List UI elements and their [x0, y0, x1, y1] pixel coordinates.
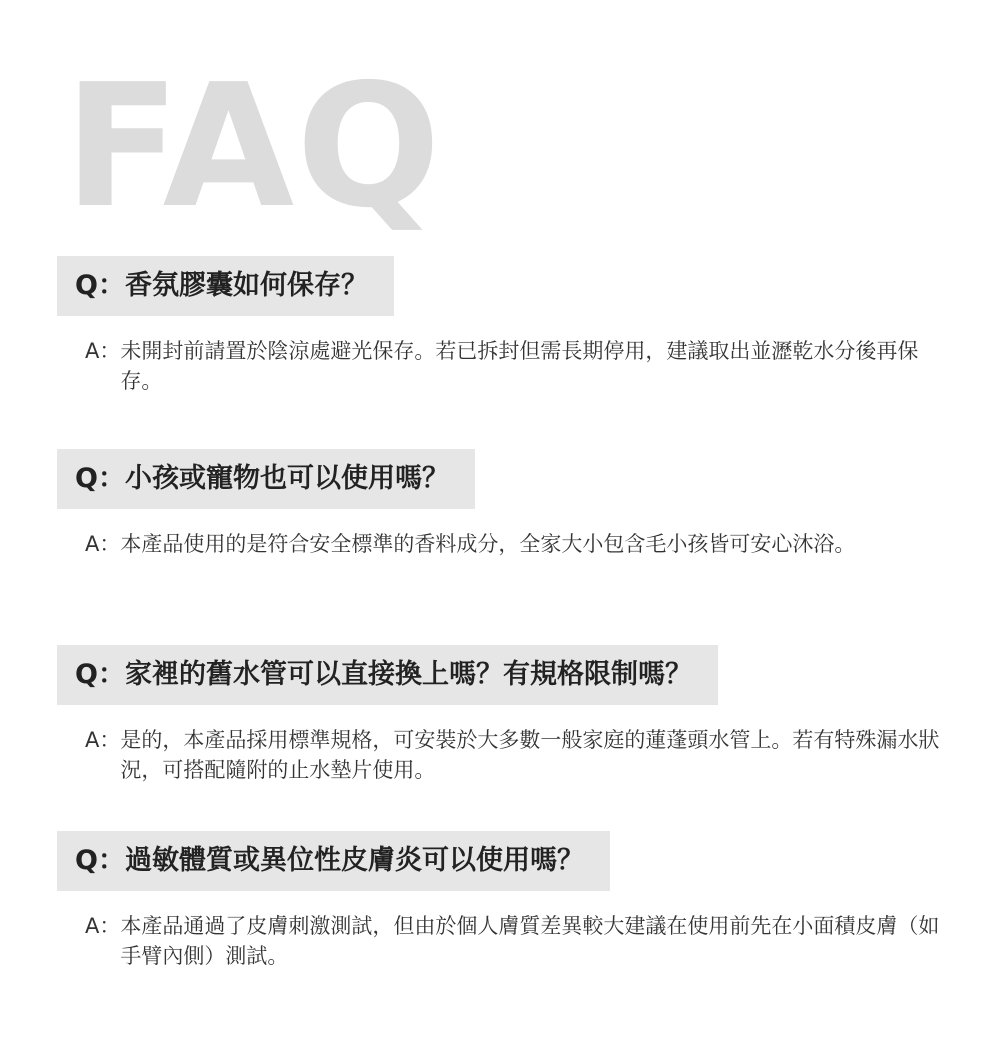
- answer-prefix: A：: [85, 532, 121, 556]
- question-bar: Q：小孩或寵物也可以使用嗎？: [57, 449, 475, 509]
- answer-text: 是的，本產品採用標準規格，可安裝於大多數一般家庭的蓮蓬頭水管上。若有特殊漏水狀況，可搭配隨附的止水墊片使用。: [120, 728, 940, 782]
- faq-item-pipe-spec: [57, 645, 957, 785]
- answer-text: 本產品使用的是符合安全標準的香料成分，全家大小包含毛小孩皆可安心沐浴。: [120, 532, 856, 556]
- answer-prefix: A：: [85, 914, 121, 938]
- answer-block: [85, 911, 957, 971]
- answer-text: 本產品通過了皮膚刺激測試，但由於個人膚質差異較大建議在使用前先在小面積皮膚（如手臂內側）測試。: [120, 914, 940, 968]
- answer-prefix: A：: [85, 728, 121, 752]
- question-bar: Q：過敏體質或異位性皮膚炎可以使用嗎？: [57, 831, 610, 891]
- question-bar: Q：家裡的舊水管可以直接換上嗎？有規格限制嗎？: [57, 645, 718, 705]
- answer-block: [85, 336, 957, 396]
- question-bar: Q：香氛膠囊如何保存？: [57, 256, 394, 316]
- faq-heading: FAQ: [64, 48, 443, 246]
- answer-block: [85, 725, 957, 785]
- answer-text: 未開封前請置於陰涼處避光保存。若已拆封但需長期停用，建議取出並瀝乾水分後再保存。: [120, 339, 919, 393]
- faq-item-storage: [57, 256, 957, 396]
- faq-item-kids-pets: [57, 449, 957, 559]
- faq-item-sensitive-skin: [57, 831, 957, 971]
- answer-block: [85, 529, 957, 559]
- answer-prefix: A：: [85, 339, 121, 363]
